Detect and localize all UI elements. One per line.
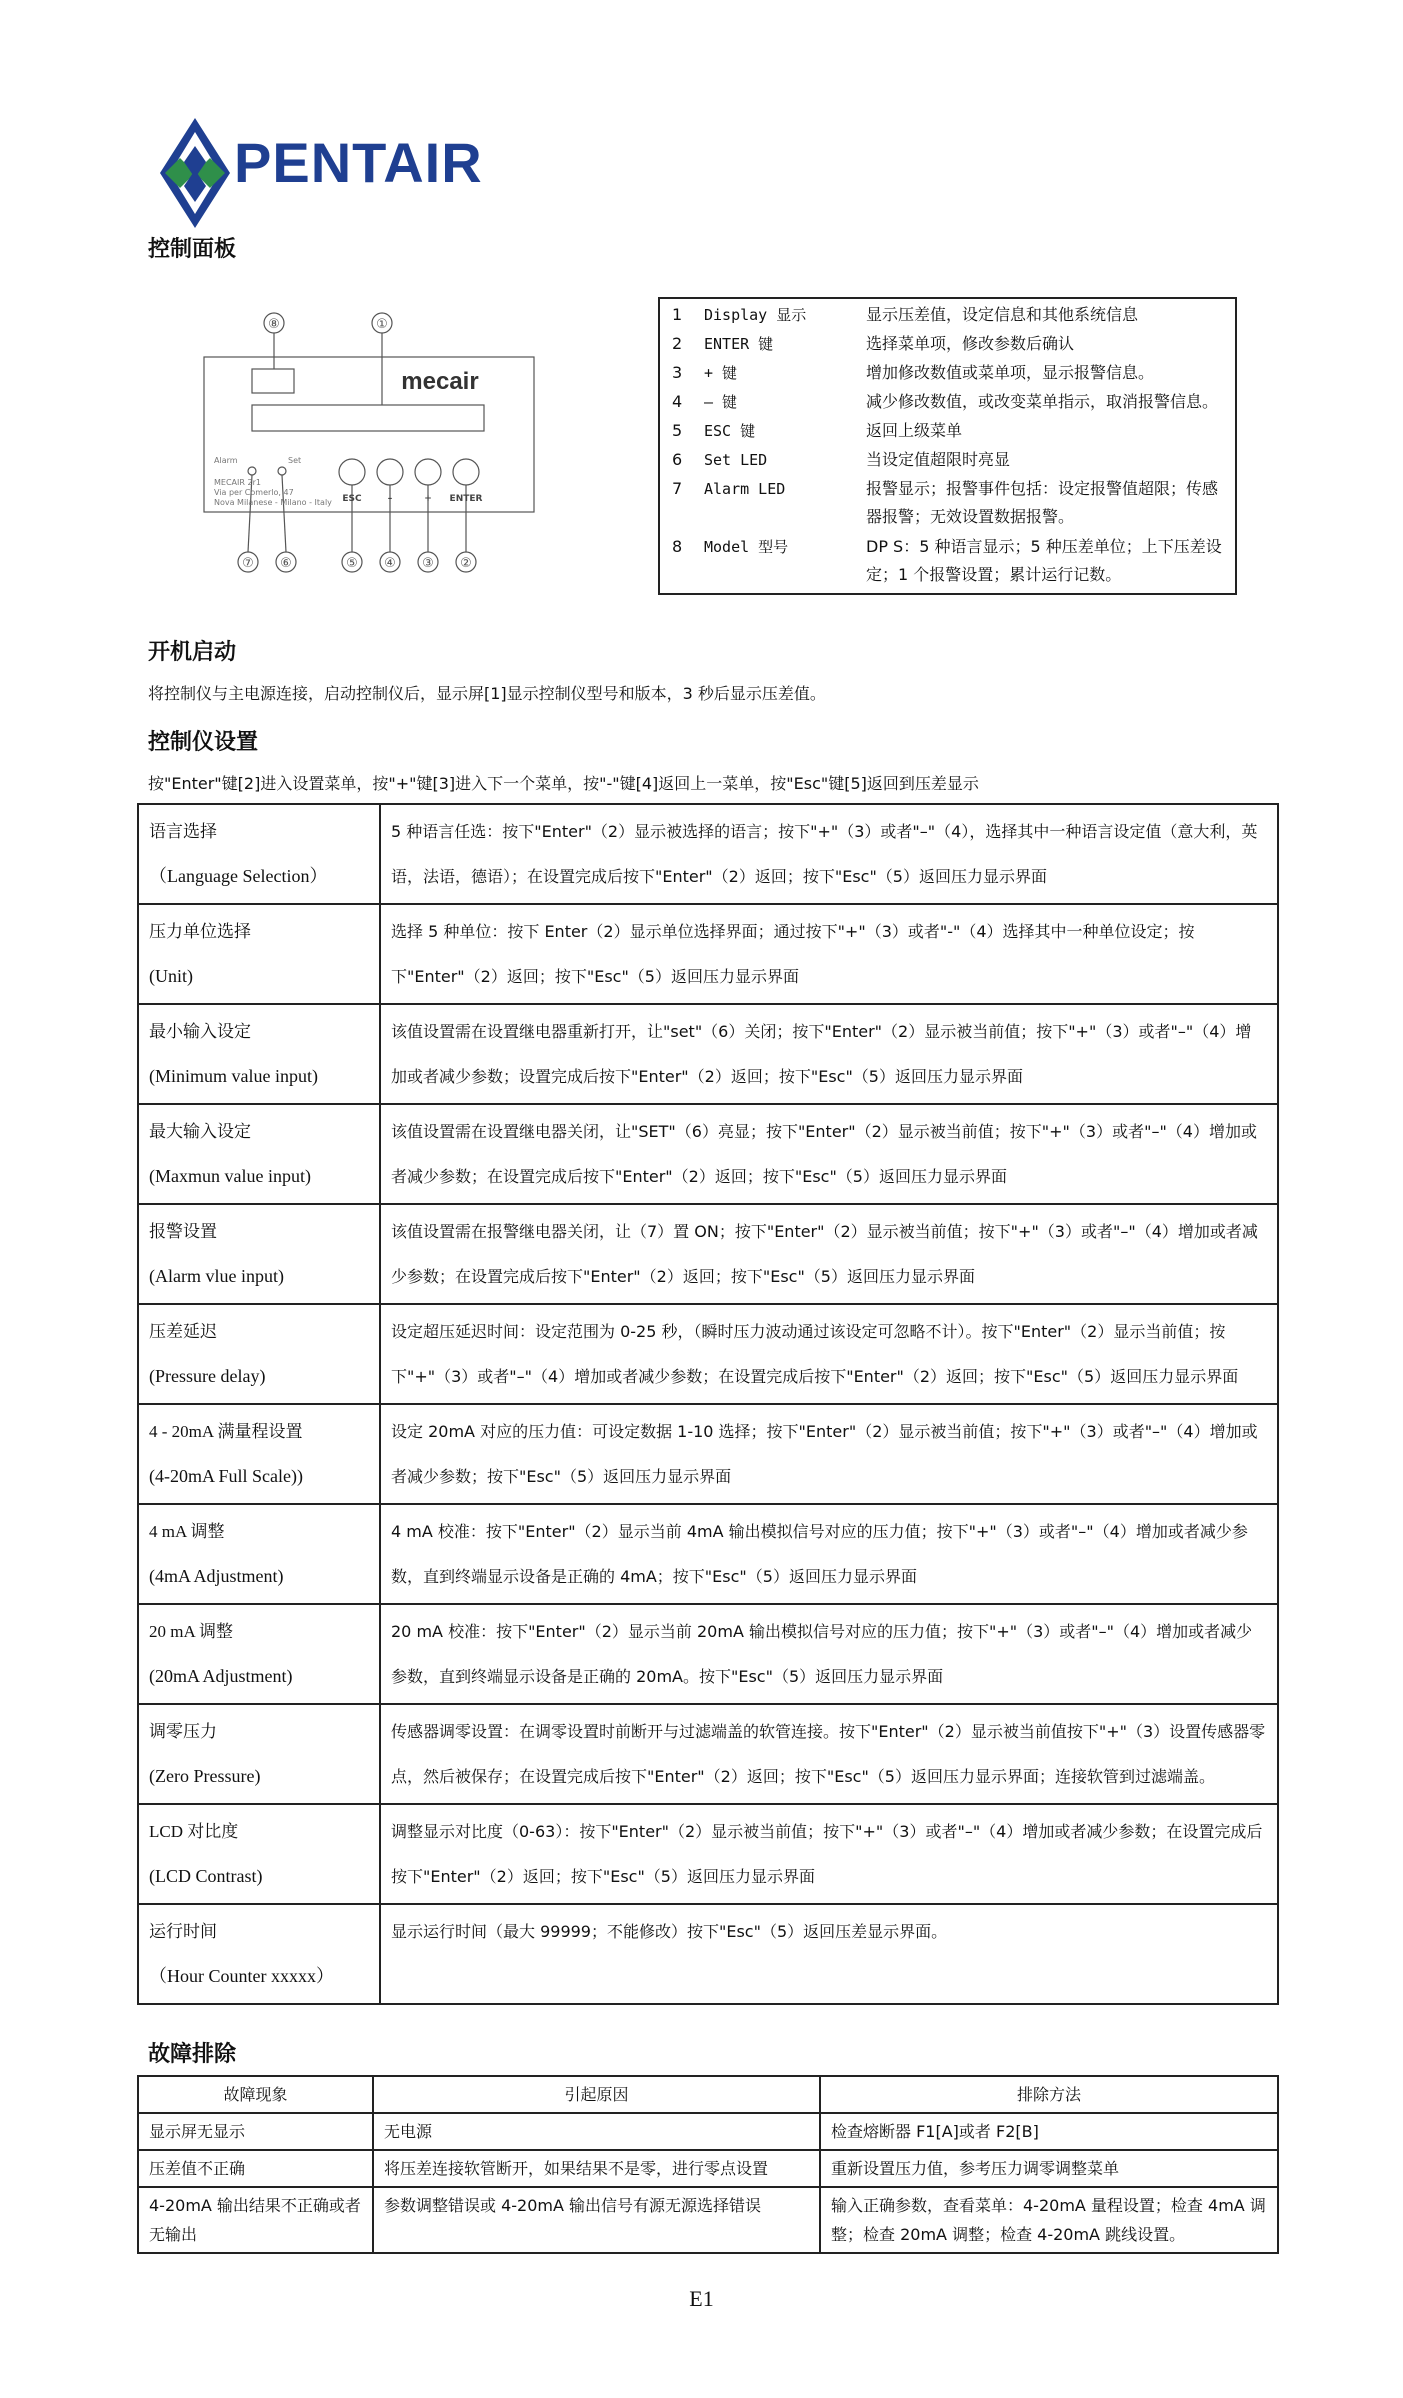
minus-label: – [387,494,393,504]
solution-cell: 重新设置压力值，参考压力调零调整菜单 [820,2150,1278,2187]
panel-small-text-2: Via per Comerlo, 47 [214,488,294,497]
settings-table [137,803,1279,2005]
section-title-troubleshoot: 故障排除 [148,2042,237,2067]
plus-button-icon [415,459,441,485]
setting-name: 报警设置 [149,1222,217,1241]
symptom-cell: 显示屏无显示 [138,2113,373,2150]
setting-name: 最大输入设定 [149,1122,251,1141]
table-row [138,1104,1278,1204]
setting-en: (Unit) [149,966,193,986]
setup-intro: 按"Enter"键[2]进入设置菜单，按"+"键[3]进入下一个菜单，按"-"键[4]返回上一菜单，按"Esc"键[5]返回到压差显示 [148,774,979,793]
setting-name: 语言选择 [149,822,217,841]
section-title-control-panel: 控制面板 [148,237,237,262]
lcd-display [252,405,484,431]
setting-en: (20mA Adjustment) [149,1666,293,1686]
callout-5: ⑤ [346,556,358,571]
table-row [138,1304,1278,1404]
page-number: E1 [689,2286,714,2311]
startup-text: 将控制仪与主电源连接，启动控制仪后，显示屏[1]显示控制仪型号和版本，3 秒后显示压差值。 [148,684,826,703]
minus-button-icon [377,459,403,485]
table-row [138,1004,1278,1104]
troubleshooting-table [137,2075,1279,2254]
setting-en: (4mA Adjustment) [149,1566,284,1586]
alarm-label: Alarm [214,456,238,465]
table-row [138,1804,1278,1904]
setting-en: （Language Selection） [149,866,328,886]
callout-3: ③ [422,556,434,571]
setting-name: 4 mA 调整 [149,1522,225,1541]
symptom-cell: 4-20mA 输出结果不正确或者无输出 [138,2187,373,2253]
callout-8: ⑧ [268,317,280,332]
setting-desc: 该值设置需在设置继电器关闭，让"SET"（6）亮显；按下"Enter"（2）显示被当前值；按下"+"（3）或者"–"（4）增加或者减少参数；在设置完成后按下"Enter"（2）返回；按下"Esc"（5）返回压力显示界面 [380,1104,1278,1204]
logo-diamond-icon [160,118,230,228]
setting-name: 调零压力 [149,1722,217,1741]
control-panel-diagram [200,305,580,575]
setting-en: (Alarm vlue input) [149,1266,284,1286]
table-row [138,1504,1278,1604]
setting-desc: 传感器调零设置：在调零设置时前断开与过滤端盖的软管连接。按下"Enter"（2）显示被当前值按下"+"（3）设置传感器零点，然后被保存；在设置完成后按下"Enter"（2）返回；按下"Esc"（5）返回压力显示界面；连接软管到过滤端盖。 [380,1704,1278,1804]
table-row [138,1904,1278,2004]
section-title-startup: 开机启动 [148,640,237,665]
setting-desc: 选择 5 种单位：按下 Enter（2）显示单位选择界面；通过按下"+"（3）或者"-"（4）选择其中一种单位设定；按下"Enter"（2）返回；按下"Esc"（5）返回压力显示界面 [380,904,1278,1004]
table-row [138,1204,1278,1304]
cause-cell: 将压差连接软管断开，如果结果不是零，进行零点设置 [373,2150,820,2187]
callout-2: ② [460,556,472,571]
setting-desc: 4 mA 校准：按下"Enter"（2）显示当前 4mA 输出模拟信号对应的压力值；按下"+"（3）或者"–"（4）增加或者减少参数，直到终端显示设备是正确的 4mA；按下"Esc"（5）返回压力显示界面 [380,1504,1278,1604]
setting-desc: 调整显示对比度（0-63）：按下"Enter"（2）显示被当前值；按下"+"（3）或者"–"（4）增加或者减少参数；在设置完成后按下"Enter"（2）返回；按下"Esc"（5）返回压力显示界面 [380,1804,1278,1904]
callout-4: ④ [384,556,396,571]
setting-desc: 设定超压延迟时间：设定范围为 0-25 秒，（瞬时压力波动通过该设定可忽略不计）。按下"Enter"（2）显示当前值；按下"+"（3）或者"–"（4）增加或者减少参数；在设置完成后按下"Enter"（2）返回；按下"Esc"（5）返回压力显示界面 [380,1304,1278,1404]
setting-en: (LCD Contrast) [149,1866,263,1886]
col-header-solution: 排除方法 [820,2076,1278,2113]
setting-desc: 该值设置需在设置继电器重新打开，让"set"（6）关闭；按下"Enter"（2）显示被当前值；按下"+"（3）或者"–"（4）增加或者减少参数；设置完成后按下"Enter"（2）返回；按下"Esc"（5）返回压力显示界面 [380,1004,1278,1104]
setting-desc: 显示运行时间（最大 99999；不能修改）按下"Esc"（5）返回压差显示界面。 [380,1904,1278,2004]
esc-label: ESC [342,494,362,504]
setting-en: (Minimum value input) [149,1066,318,1086]
setting-name: 20 mA 调整 [149,1622,234,1641]
alarm-led-icon [248,467,256,475]
setting-desc: 5 种语言任选：按下"Enter"（2）显示被选择的语言；按下"+"（3）或者"–"（4），选择其中一种语言设定值（意大利，英语，法语，德语）；在设置完成后按下"Enter"（2）返回；按下"Esc"（5）返回压力显示界面 [380,804,1278,904]
col-header-cause: 引起原因 [373,2076,820,2113]
table-row [138,1604,1278,1704]
setting-name: 压差延迟 [149,1322,217,1341]
setting-desc: 20 mA 校准：按下"Enter"（2）显示当前 20mA 输出模拟信号对应的压力值；按下"+"（3）或者"–"（4）增加或者减少参数，直到终端显示设备是正确的 20mA。按下"Esc"（5）返回压力显示界面 [380,1604,1278,1704]
setting-name: 最小输入设定 [149,1022,251,1041]
setting-desc: 该值设置需在报警继电器关闭，让（7）置 ON；按下"Enter"（2）显示被当前值；按下"+"（3）或者"–"（4）增加或者减少参数；在设置完成后按下"Enter"（2）返回；按下"Esc"（5）返回压力显示界面 [380,1204,1278,1304]
setting-en: (Pressure delay) [149,1366,266,1386]
setting-en: (Maxmun value input) [149,1166,311,1186]
plus-label: + [424,494,432,504]
setting-name: LCD 对比度 [149,1822,239,1841]
display-brand: mecair [401,368,479,395]
table-row [138,1704,1278,1804]
table-row [138,804,1278,904]
table-row [138,2113,1278,2150]
enter-label: ENTER [449,494,483,504]
cause-cell: 参数调整错误或 4-20mA 输出信号有源无源选择错误 [373,2187,820,2253]
set-label: Set [288,456,302,465]
callout-1: ① [376,317,388,332]
table-row [138,2150,1278,2187]
setting-en: (Zero Pressure) [149,1766,261,1786]
esc-button-icon [339,459,365,485]
callout-6: ⑥ [280,556,292,571]
model-display-window [252,369,294,393]
setting-desc: 设定 20mA 对应的压力值：可设定数据 1-10 选择；按下"Enter"（2）显示被当前值；按下"+"（3）或者"–"（4）增加或者减少参数；按下"Esc"（5）返回压力显示界面 [380,1404,1278,1504]
solution-cell: 输入正确参数，查看菜单：4-20mA 量程设置；检查 4mA 调整；检查 20mA 调整；检查 4-20mA 跳线设置。 [820,2187,1278,2253]
setting-name: 压力单位选择 [149,922,251,941]
table-row [138,904,1278,1004]
panel-legend: 1 Display 显示 显示压差值，设定信息和其他系统信息 2 ENTER 键 选择菜单项，修改参数后确认 3 + 键 增加修改数值或菜单项，显示报警信息。 4 – 键 减少修改数值，或改变菜单指示，取消报警信息。 5 ESC 键 返回上级菜单 6 Set LED 当设定值超限时亮显 7 Alarm LED 报警显示；报警事件包括：设定报警值超限；传感器报警；无效设置数据报警。 8 Model 型号 DP S：5 种语言显示；5 种压差单位；上下压差设定；1 个报警设置；累计运行记数。 [658,297,1237,595]
setting-name: 运行时间 [149,1922,217,1941]
cause-cell: 无电源 [373,2113,820,2150]
table-header-row [138,2076,1278,2113]
callout-7: ⑦ [242,556,254,571]
enter-button-icon [453,459,479,485]
col-header-symptom: 故障现象 [138,2076,373,2113]
table-row [138,1404,1278,1504]
setting-en: （Hour Counter xxxxx） [149,1966,334,1986]
set-led-icon [278,467,286,475]
section-title-setup: 控制仪设置 [148,730,259,755]
panel-small-text-3: Nova Milanese - Milano - Italy [214,498,332,507]
brand-name: PENTAIR [234,131,483,194]
symptom-cell: 压差值不正确 [138,2150,373,2187]
setting-name: 4 - 20mA 满量程设置 [149,1422,303,1441]
solution-cell: 检查熔断器 F1[A]或者 F2[B] [820,2113,1278,2150]
panel-small-text-1: MECAIR 2r1 [214,478,261,487]
setting-en: (4-20mA Full Scale)) [149,1466,303,1486]
table-row [138,2187,1278,2253]
